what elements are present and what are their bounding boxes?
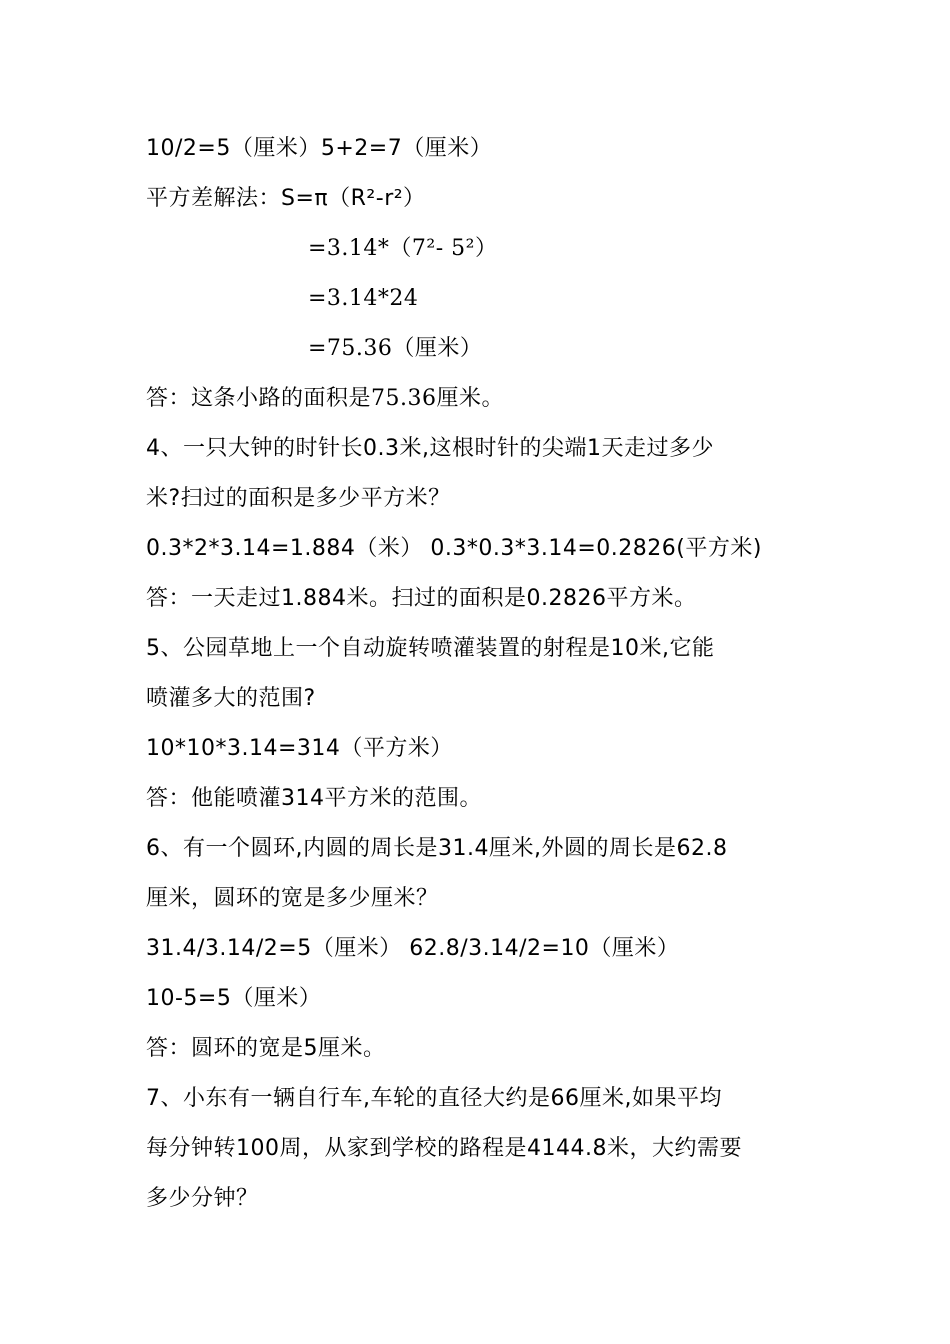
text-line: 5、公园草地上一个自动旋转喷灌装置的射程是10米,它能 — [146, 636, 715, 661]
text-line: 10-5=5（厘米） — [146, 986, 322, 1011]
text-line: 31.4/3.14/2=5（厘米） 62.8/3.14/2=10（厘米） — [146, 936, 680, 961]
text-line: 6、有一个圆环,内圆的周长是31.4厘米,外圆的周长是62.8 — [146, 836, 728, 861]
text-line: 多少分钟？ — [146, 1186, 259, 1211]
text-line: 厘米，圆环的宽是多少厘米？ — [146, 886, 439, 911]
text-line: 答：他能喷灌314平方米的范围。 — [146, 786, 482, 811]
text-line: 0.3*2*3.14=1.884（米） 0.3*0.3*3.14=0.2826(平方米) — [146, 536, 762, 561]
text-line: 10/2=5（厘米）5+2=7（厘米） — [146, 136, 493, 161]
text-line: 答：这条小路的面积是75.36厘米。 — [146, 386, 504, 411]
text-line: 喷灌多大的范围? — [146, 686, 316, 711]
text-line: =3.14*（7²- 5²） — [308, 236, 498, 261]
text-line: 每分钟转100周，从家到学校的路程是4144.8米，大约需要 — [146, 1136, 742, 1161]
text-line: 7、小东有一辆自行车,车轮的直径大约是66厘米,如果平均 — [146, 1086, 722, 1111]
text-line: 答：一天走过1.884米。扫过的面积是0.2826平方米。 — [146, 586, 697, 611]
text-line: 10*10*3.14=314（平方米） — [146, 736, 453, 761]
text-line: 平方差解法：S=π（R²-r²） — [146, 186, 426, 211]
text-line: 答：圆环的宽是5厘米。 — [146, 1036, 386, 1061]
text-line: 米?扫过的面积是多少平方米？ — [146, 486, 451, 511]
text-line: =3.14*24 — [308, 286, 419, 311]
text-line: 4、一只大钟的时针长0.3米,这根时针的尖端1天走过多少 — [146, 436, 714, 461]
text-line: =75.36（厘米） — [308, 336, 483, 361]
